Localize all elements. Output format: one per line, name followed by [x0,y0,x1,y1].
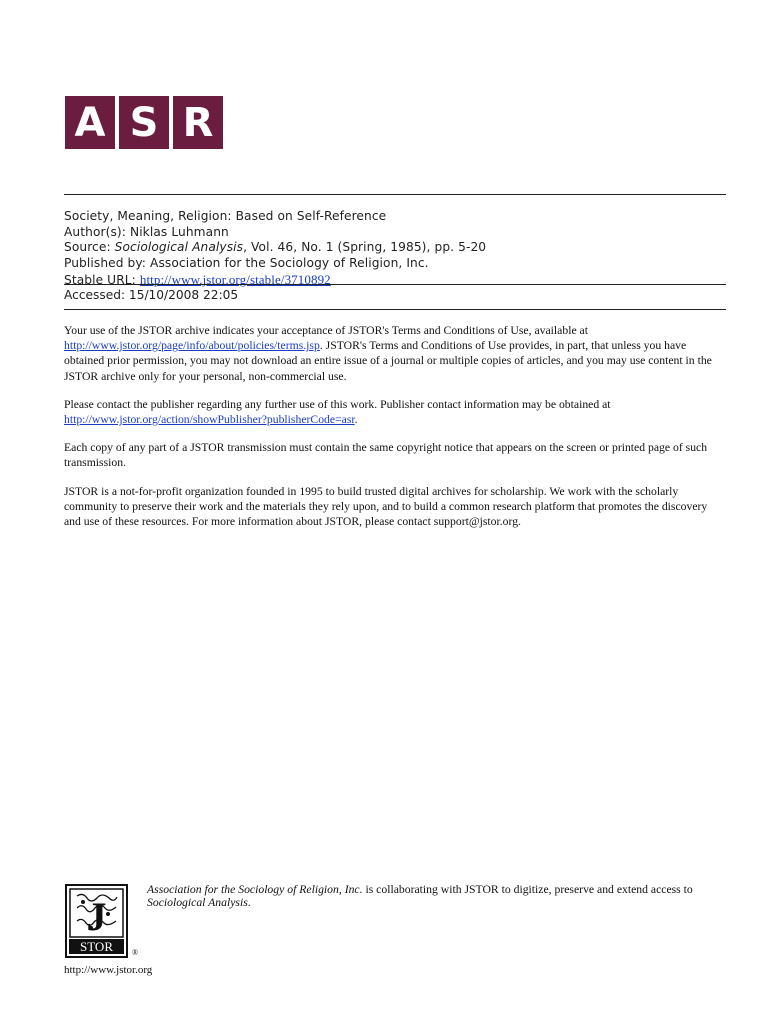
author-label: Author(s): [64,224,126,239]
asr-logo [65,96,223,149]
jstor-emblem-icon [67,886,126,956]
logo-letter-box [119,96,169,149]
collab-end: . [247,895,251,909]
middle-divider [64,284,726,285]
source-details: , Vol. 46, No. 1 (Spring, 1985), pp. 5-20 [243,240,487,255]
publisher-link[interactable]: http://www.jstor.org/action/showPublisher?publisherCode=asr [64,413,355,427]
registered-mark: ® [132,948,139,957]
stable-url-line [64,272,726,289]
contact-period: . [354,413,358,427]
author-name: Niklas Luhmann [129,224,229,239]
terms-link[interactable]: http://www.jstor.org/page/info/about/policies/terms.jsp [64,339,320,353]
association-name: Association for the Sociology of Religion, Inc. [147,883,363,896]
logo-letter-box [65,96,115,149]
logo-letter-s: S [129,99,159,146]
logo-letter-r: R [182,99,214,146]
terms-body [64,323,726,542]
author-line [64,225,726,241]
publisher-name: Association for the Sociology of Religion, Inc. [150,256,429,271]
jstor-about-paragraph: JSTOR is a not-for-profit organization founded in 1995 to build trusted digital archives for scholarship. We work with the scholarly community to preserve their work and the materials they rely upon, and to build a common research platform that promotes the discovery and use of these resources. For more information about JSTOR, please contact support@jstor.org. [64,484,708,529]
terms-paragraph [64,323,726,384]
logo-j-letter: J [86,894,107,939]
publisher-contact-paragraph [64,397,726,427]
terms-text: Your use of the JSTOR archive indicates your acceptance of JSTOR's Terms and Conditions of Use, available at [64,324,588,337]
jstor-url[interactable]: http://www.jstor.org [64,964,153,976]
source-label: Source: [64,240,111,255]
publisher-label: Published by: [64,256,147,271]
jstor-logo [65,884,128,958]
terms-text-continued: . JSTOR's Terms and Conditions of Use provides, in part, that unless you have obtained prior permission, you may not download an entire issue of a journal or multiple copies of articles, and you may use content in the JSTOR archive only for your personal, non-commercial use. [64,339,712,383]
top-divider [64,194,726,195]
source-line [64,240,726,256]
stable-url-label: Stable URL: [64,272,136,287]
logo-stor-text: STOR [80,939,113,954]
stable-url-link[interactable]: http://www.jstor.org/stable/3710892 [139,271,331,287]
citation-block [64,209,726,289]
logo-letter-a: A [74,99,106,146]
collaboration-note [147,884,727,909]
journal-name: Sociological Analysis [114,240,244,255]
accessed-date: Accessed: 15/10/2008 22:05 [64,288,239,302]
lower-divider [64,309,726,310]
logo-letter-box [173,96,223,149]
copyright-paragraph: Each copy of any part of a JSTOR transmission must contain the same copyright notice that appears on the screen or printed page of such transmission. [64,441,708,470]
article-title: Society, Meaning, Religion: Based on Self-Reference [64,209,387,223]
journal-name-footer: Sociological Analysis [147,895,248,909]
publisher-line [64,256,726,272]
collab-text: is collaborating with JSTOR to digitize, preserve and extend access to [362,883,693,896]
contact-text: Please contact the publisher regarding any further use of this work. Publisher contact information may be obtained at [64,397,611,411]
